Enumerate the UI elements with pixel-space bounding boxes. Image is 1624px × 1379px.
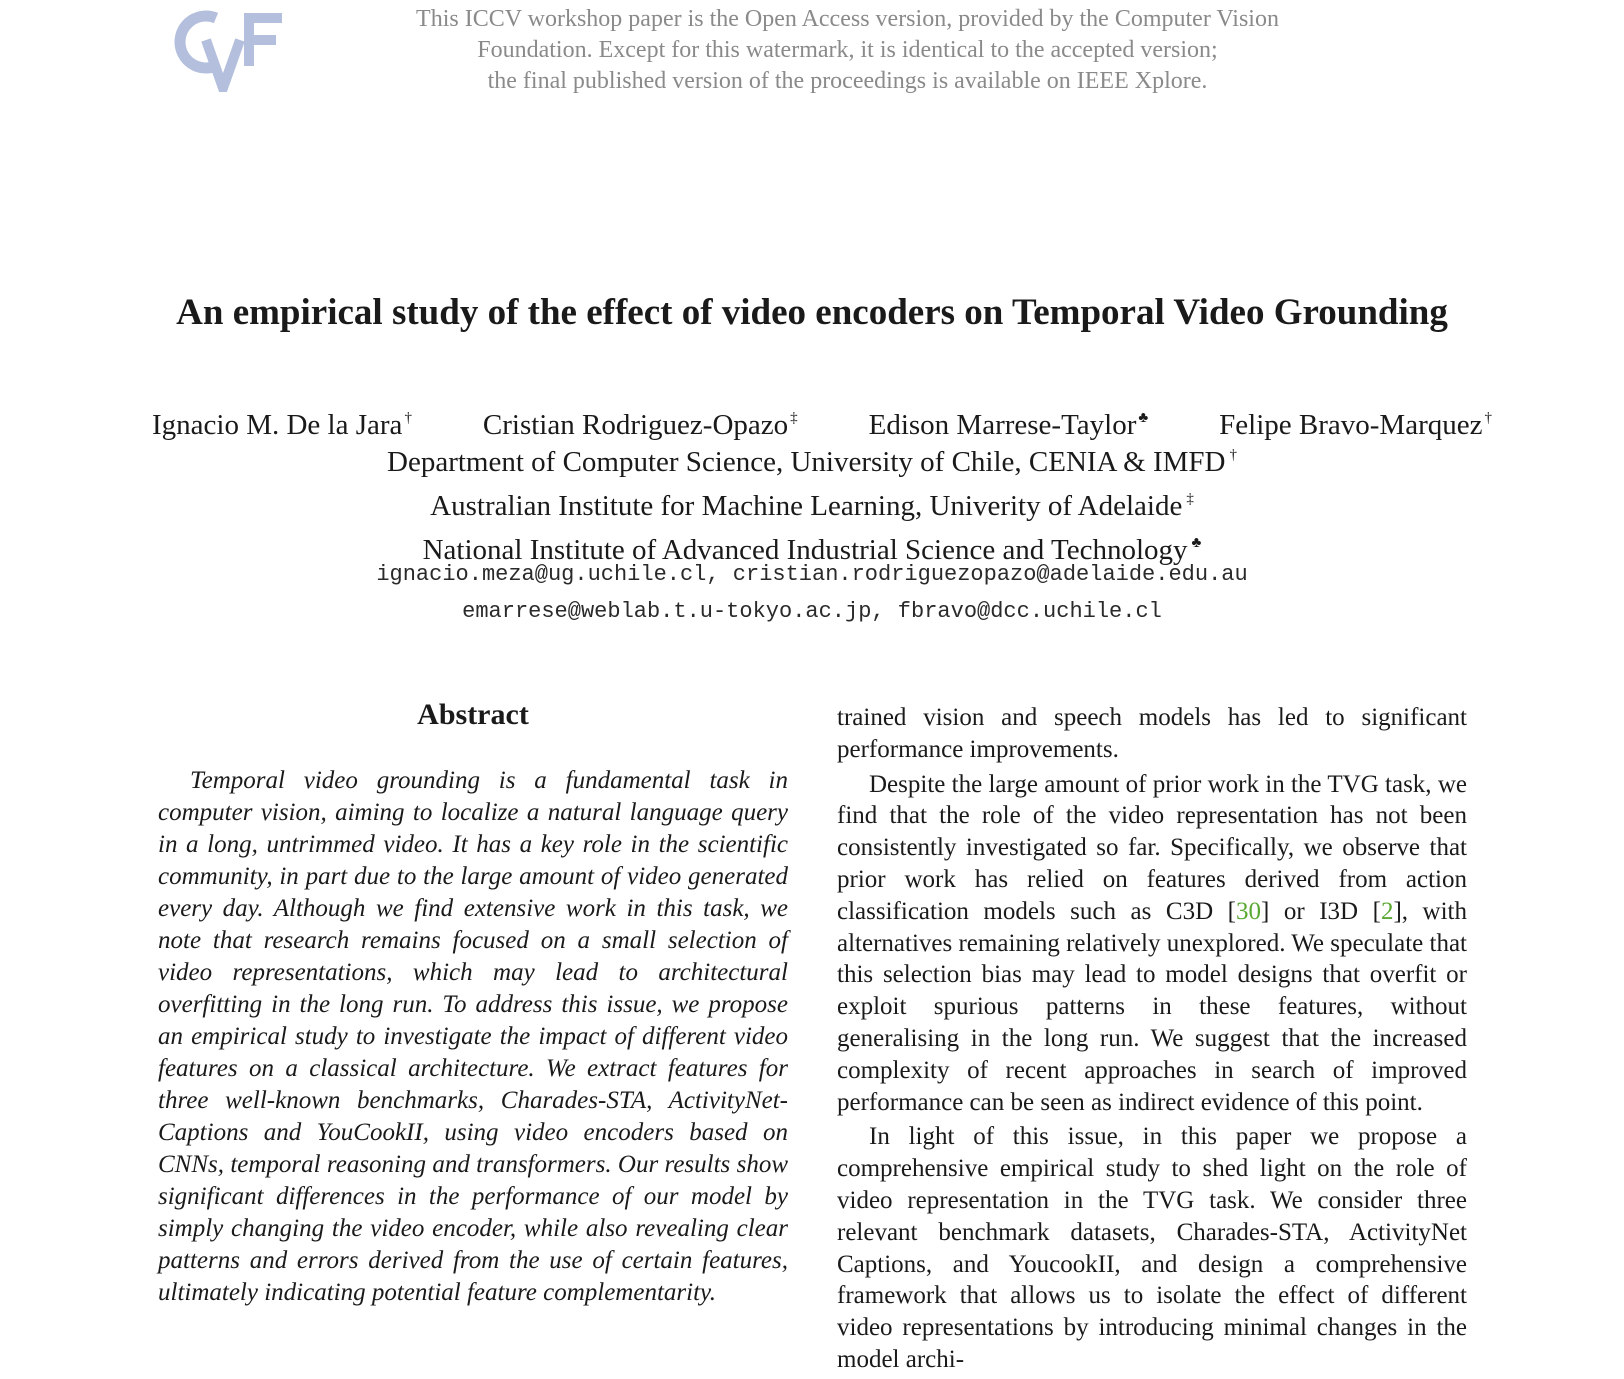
abstract-heading: Abstract bbox=[417, 698, 529, 731]
body-text: ] or I3D [ bbox=[1260, 897, 1381, 925]
affiliation-text: National Institute of Advanced Industrial Science and Technology bbox=[422, 534, 1188, 566]
citation-link[interactable]: 30 bbox=[1235, 897, 1261, 925]
email-line: ignacio.meza@ug.uchile.cl, cristian.rodriguezopazo@adelaide.edu.au bbox=[376, 562, 1248, 587]
author-mark: ‡ bbox=[790, 410, 798, 426]
abstract-text: Temporal video grounding is a fundamental task in computer vision, aiming to localize a natural language query in a long, untrimmed video. It has a key role in the scientific community, in part due to the large amount of video generated every day. Although we find extensive work in this task, we note that research remains focused on a small selection of video representations, which may lead to architectural overfitting in the long run. To address this issue, we propose an empirical study to investigate the impact of different video features on a classical architecture. We extract features for three well-known benchmarks, Charades-STA, ActivityNet-Captions and YouCookII, using video encoders based on CNNs, temporal reasoning and transformers. Our results show significant differences in the performance of our model by simply changing the video encoder, while also revealing clear patterns and errors derived from the use of certain features, ultimately indicating potential feature complementarity. bbox=[158, 767, 788, 1306]
affiliation-mark: ‡ bbox=[1186, 491, 1194, 507]
author-mark: † bbox=[404, 410, 412, 426]
author-mark: † bbox=[1484, 410, 1492, 426]
affiliation-text: Australian Institute for Machine Learning, Univerity of Adelaide bbox=[430, 490, 1183, 522]
watermark-line: Foundation. Except for this watermark, it is identical to the accepted version; bbox=[477, 37, 1218, 63]
affiliation-mark: † bbox=[1229, 447, 1237, 463]
author-name: Felipe Bravo-Marquez bbox=[1219, 409, 1483, 441]
affiliation bbox=[0, 481, 1624, 525]
watermark-line: the final published version of the proceedings is available on IEEE Xplore. bbox=[487, 68, 1208, 94]
body-paragraph: In light of this issue, in this paper we propose a comprehensive empirical study to shed light on the role of video representation in the TVG task. We consider three relevant benchmark datasets, Charades-STA, ActivityNet Captions, and YoucookII, and design a comprehensive framework that allows us to isolate the effect of different video representations by introducing minimal changes in the model archi- bbox=[837, 1123, 1467, 1373]
affiliation bbox=[0, 437, 1624, 481]
affiliation-list bbox=[0, 437, 1624, 569]
author-name: Edison Marrese-Taylor bbox=[868, 409, 1137, 441]
body-text: Despite the large amount of prior work in the TVG task, we find that the role of the video representation has not been consistently investigated so far. Specifically, we observe that prior work has relied on features derived from action classification models such as C3D [ bbox=[837, 770, 1467, 925]
paper-title: An empirical study of the effect of video encoders on Temporal Video Grounding bbox=[176, 292, 1448, 333]
intro-column bbox=[837, 702, 1467, 1379]
author-name: Ignacio M. De la Jara bbox=[152, 409, 403, 441]
body-text: ], with alternatives remaining relatively unexplored. We speculate that this selection bias may lead to model designs that overfit or exploit spurious patterns in these features, without generalising in the long run. We suggest that the increased complexity of recent approaches in search of improved performance can be seen as indirect evidence of this point. bbox=[837, 897, 1467, 1116]
cvf-logo-icon bbox=[172, 8, 292, 92]
affiliation-text: Department of Computer Science, University of Chile, CENIA & IMFD bbox=[387, 446, 1226, 478]
body-paragraph: trained vision and speech models has led to significant performance improvements. bbox=[837, 704, 1467, 763]
watermark-line: This ICCV workshop paper is the Open Access version, provided by the Computer Vision bbox=[416, 6, 1279, 32]
open-access-watermark bbox=[360, 4, 1335, 97]
citation-link[interactable]: 2 bbox=[1380, 897, 1394, 925]
affiliation-mark: ♣ bbox=[1191, 535, 1202, 551]
author-mark: ♣ bbox=[1138, 410, 1149, 426]
email-list bbox=[0, 556, 1624, 630]
author-name: Cristian Rodriguez-Opazo bbox=[482, 409, 789, 441]
email-line: emarrese@weblab.t.u-tokyo.ac.jp, fbravo@dcc.uchile.cl bbox=[462, 599, 1162, 624]
body-paragraph bbox=[837, 769, 1467, 1119]
